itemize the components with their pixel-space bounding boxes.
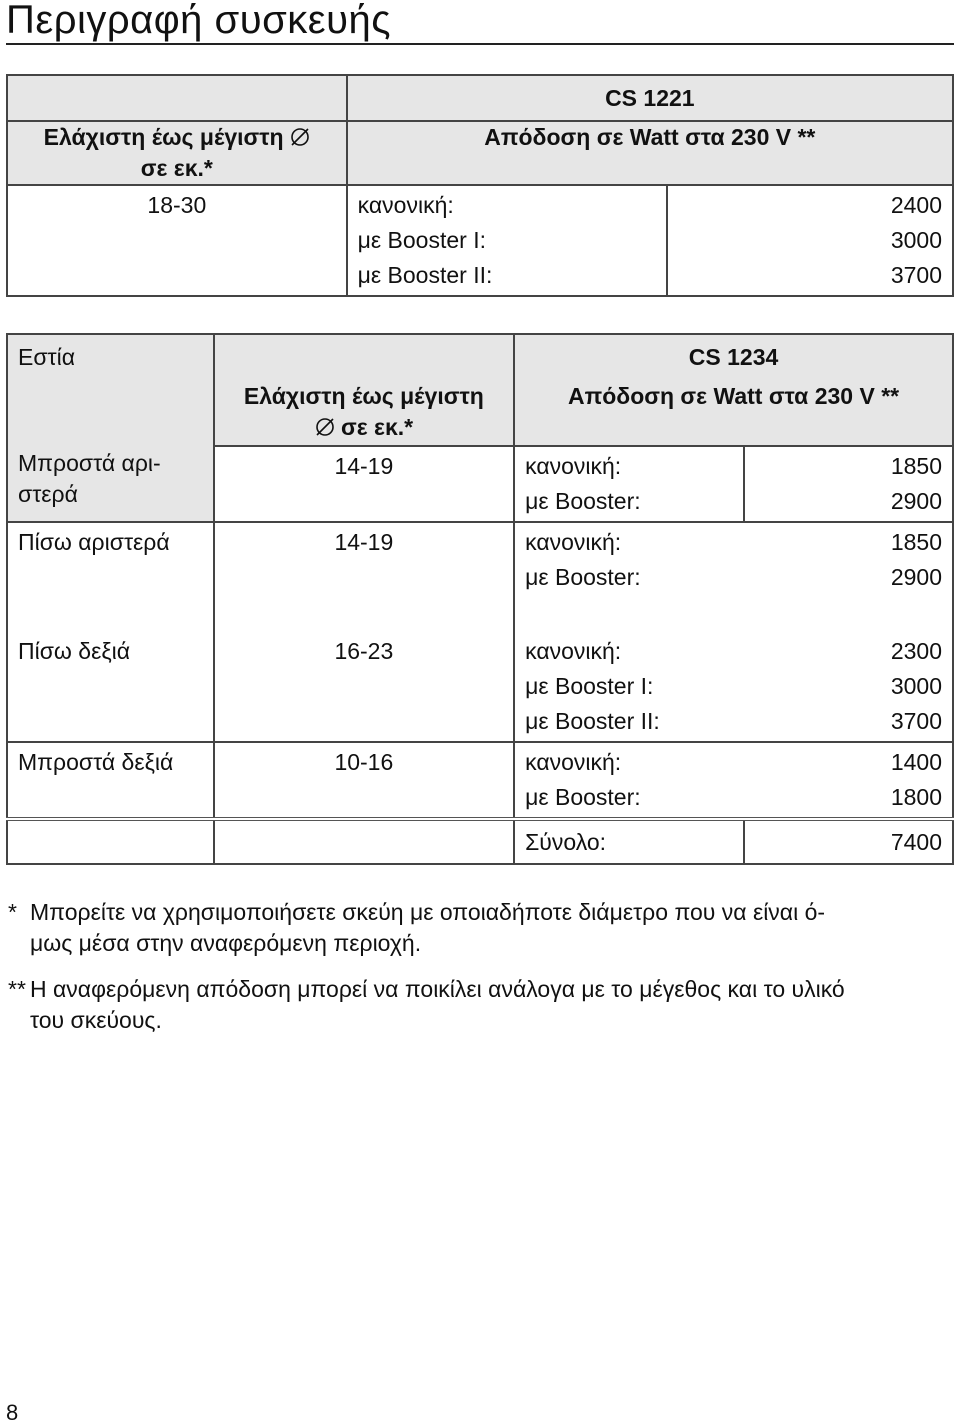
mode-cell: κανονική: με Booster I: με Booster II: (514, 632, 744, 742)
zone-cell: Μπροστά αρι- στερά (7, 446, 214, 522)
size-header: Ελάχιστη έως μέγιστη σε εκ.* (7, 121, 347, 185)
size-cell: 10-16 (214, 742, 514, 819)
total-value: 7400 (744, 819, 953, 864)
total-row (7, 819, 953, 864)
watts-cell: 2400 3000 3700 (667, 185, 953, 296)
zone-cell: Μπροστά δεξιά (7, 742, 214, 819)
table-row (7, 632, 953, 742)
mode-cell: κανονική: με Booster: (514, 742, 744, 819)
page-title: Περιγραφή συσκευής (6, 0, 392, 42)
table-row (7, 446, 953, 522)
total-label: Σύνολο: (514, 819, 744, 864)
power-header: Απόδοση σε Watt στα 230 V ** (514, 379, 953, 446)
mode-cell: κανονική: με Booster: (514, 522, 744, 632)
size-header: Ελάχιστη έως μέγιστη σε εκ.* (214, 379, 514, 446)
footnote-power: ** Η αναφερόμενη απόδοση μπορεί να ποικίλει ανάλογα με το μέγεθος και το υλικό του σκεύους. (8, 976, 845, 1033)
mode-cell: κανονική: με Booster: (514, 446, 744, 522)
zone-header: Εστία (7, 334, 214, 446)
power-table-cs1221 (6, 74, 954, 297)
table-row (7, 742, 953, 819)
watts-cell: 1850 2900 (744, 446, 953, 522)
power-table-cs1234 (6, 333, 954, 865)
footnote-size: * Μπορείτε να χρησιμοποιήσετε σκεύη με οποιαδήποτε διάμετρο που να είναι ό- μως μέσα στην αναφερόμενη περιοχή. (8, 899, 826, 956)
zone-cell: Πίσω αριστερά (7, 522, 214, 632)
zone-cell: Πίσω δεξιά (7, 632, 214, 742)
size-cell: 14-19 (214, 522, 514, 632)
title-divider (6, 43, 954, 45)
diameter-icon (315, 417, 335, 437)
size-cell: 18-30 (7, 185, 347, 296)
model-header: CS 1221 (347, 75, 953, 121)
page-number: 8 (6, 1400, 19, 1425)
mode-cell: κανονική: με Booster I: με Booster II: (347, 185, 667, 296)
model-header: CS 1234 (514, 334, 953, 379)
size-cell: 14-19 (214, 446, 514, 522)
table-row (7, 522, 953, 632)
diameter-icon (290, 127, 310, 147)
footnotes (8, 897, 952, 1051)
watts-cell: 1850 2900 (744, 522, 953, 632)
power-header: Απόδοση σε Watt στα 230 V ** (347, 121, 953, 185)
watts-cell: 2300 3000 3700 (744, 632, 953, 742)
size-cell: 16-23 (214, 632, 514, 742)
watts-cell: 1400 1800 (744, 742, 953, 819)
